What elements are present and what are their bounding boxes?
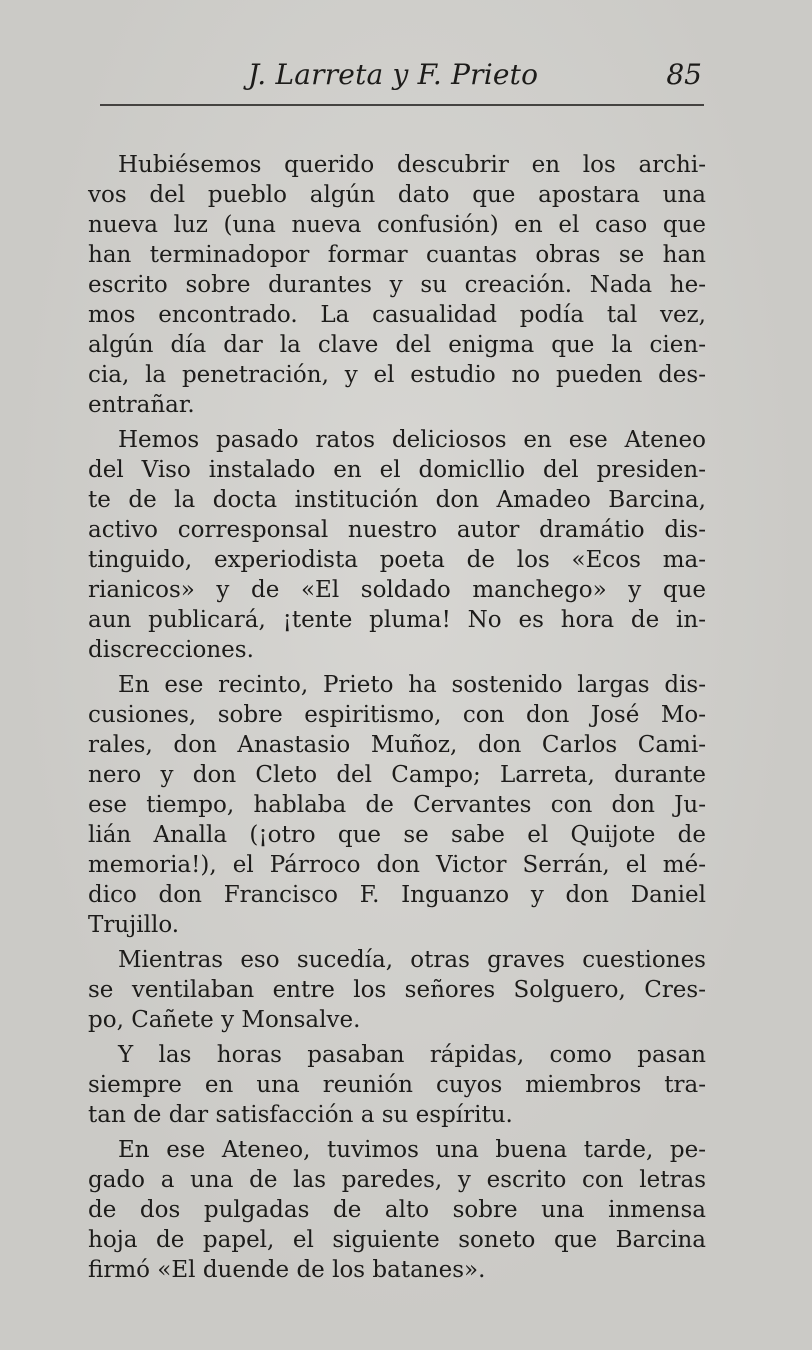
text-line: del Viso instalado en el domicllio del presiden- [88,457,706,483]
text-line: En ese Ateneo, tuvimos una buena tarde, pe- [118,1137,706,1163]
page-header [100,58,704,98]
text-line: nueva luz (una nueva confusión) en el caso que [88,212,706,238]
text-line: escrito sobre durantes y su creación. Nada he- [88,272,706,298]
text-line: nero y don Cleto del Campo; Larreta, durante [88,762,706,788]
text-line: cusiones, sobre espiritismo, con don José Mo- [88,702,706,728]
paragraph [88,425,706,665]
text-line: activo corresponsal nuestro autor dramátio dis- [88,517,706,543]
text-line: siempre en una reunión cuyos miembros tra- [88,1072,706,1098]
paragraph [88,1135,706,1285]
text-line: vos del pueblo algún dato que apostara una [88,182,706,208]
text-line: han terminadopor formar cuantas obras se han [88,242,706,268]
text-line: Y las horas pasaban rápidas, como pasan [118,1042,706,1068]
text-line: discrecciones. [88,637,254,663]
text-line: memoria!), el Párroco don Victor Serrán, el mé- [88,852,706,878]
paragraph [88,670,706,940]
running-head: J. Larreta y F. Prieto [248,58,539,91]
text-line: Hubiésemos querido descubrir en los archi- [118,152,706,178]
text-line: gado a una de las paredes, y escrito con letras [88,1167,706,1193]
text-line: po, Cañete y Monsalve. [88,1007,361,1033]
text-line: entrañar. [88,392,195,418]
page-number: 85 [666,58,702,91]
text-line: lián Analla (¡otro que se sabe el Quijote de [88,822,706,848]
text-line: rianicos» y de «El soldado manchego» y que [88,577,706,603]
text-line: cia, la penetración, y el estudio no pueden des- [88,362,706,388]
text-line: Hemos pasado ratos deliciosos en ese Ateneo [118,427,706,453]
text-line: tan de dar satisfacción a su espíritu. [88,1102,513,1128]
text-line: hoja de papel, el siguiente soneto que Barcina [88,1227,706,1253]
paragraph [88,150,706,420]
text-line: Trujillo. [88,912,180,938]
paragraph [88,1040,706,1130]
paragraph [88,945,706,1035]
text-line: aun publicará, ¡tente pluma! No es hora de in- [88,607,706,633]
text-line: tinguido, experiodista poeta de los «Ecos ma- [88,547,706,573]
text-line: ese tiempo, hablaba de Cervantes con don Ju- [88,792,706,818]
text-line: mos encontrado. La casualidad podía tal vez, [88,302,706,328]
text-line: se ventilaban entre los señores Solguero, Cres- [88,977,706,1003]
text-line: Mientras eso sucedía, otras graves cuestiones [118,947,706,973]
body-text [88,150,706,1285]
text-line: rales, don Anastasio Muñoz, don Carlos Cami- [88,732,706,758]
text-line: de dos pulgadas de alto sobre una inmensa [88,1197,706,1223]
text-line: firmó «El duende de los batanes». [88,1257,486,1283]
text-line: En ese recinto, Prieto ha sostenido largas dis- [118,672,706,698]
header-rule [100,104,704,106]
text-line: te de la docta institución don Amadeo Barcina, [88,487,706,513]
text-line: algún día dar la clave del enigma que la cien- [88,332,706,358]
text-line: dico don Francisco F. Inguanzo y don Daniel [88,882,706,908]
